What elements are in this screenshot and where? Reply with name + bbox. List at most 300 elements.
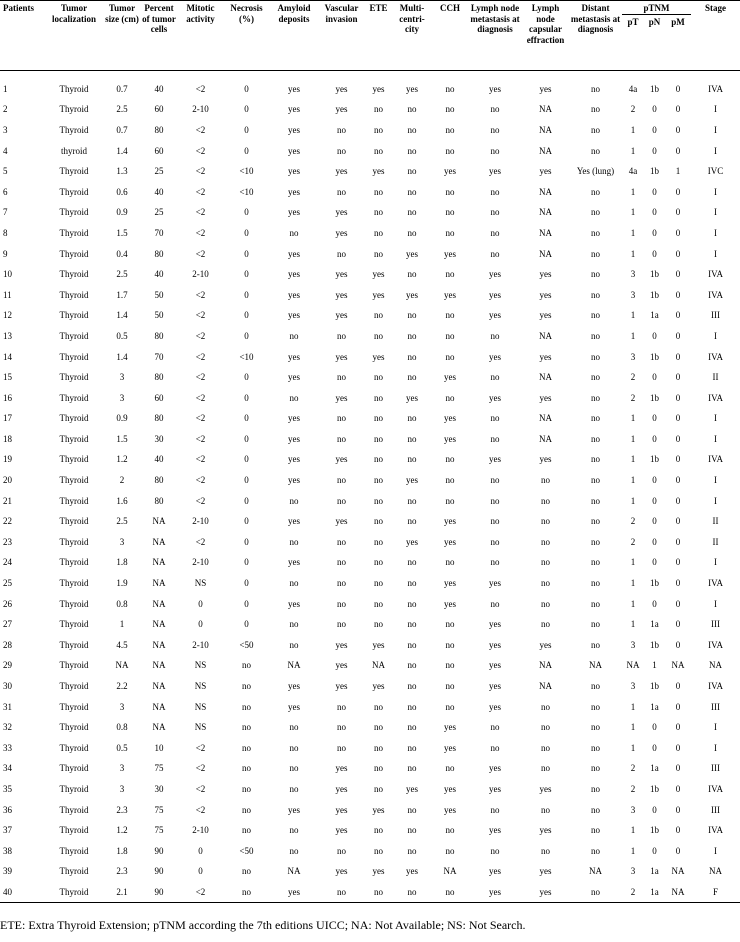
cell-distant: no xyxy=(591,557,600,568)
cell-vascular: yes xyxy=(335,166,348,177)
cell-pm: 0 xyxy=(675,804,681,815)
cell-tumor-size: 1 xyxy=(119,619,125,630)
cell-distant: no xyxy=(591,413,600,424)
cell-patient-id: 13 xyxy=(3,330,12,341)
cell-amyloid: yes xyxy=(288,516,300,527)
cell-tumor-size: 2.2 xyxy=(116,681,128,692)
cell-cch: no xyxy=(445,83,455,94)
cell-multicentricity: no xyxy=(407,681,417,692)
cell-stage: I xyxy=(714,124,718,135)
table-row xyxy=(0,243,740,264)
cell-multicentricity: no xyxy=(407,145,417,156)
cell-multicentricity: no xyxy=(407,495,417,506)
cell-amyloid: yes xyxy=(288,804,300,815)
cell-ete: no xyxy=(374,598,383,609)
cell-percent-cells: 80 xyxy=(154,330,164,341)
cell-stage: I xyxy=(714,495,718,506)
cell-distant: no xyxy=(591,310,600,321)
cell-distant: NA xyxy=(589,660,602,671)
cell-necrosis: <10 xyxy=(239,186,254,197)
cell-necrosis: no xyxy=(242,701,251,712)
cell-patient-id: 40 xyxy=(3,886,12,897)
cell-patient-id: 38 xyxy=(3,845,12,856)
cell-pn: 0 xyxy=(652,433,657,444)
cell-stage: III xyxy=(711,701,721,712)
cell-patient-id: 17 xyxy=(3,413,12,424)
cell-lymph-meta: no xyxy=(490,413,500,424)
cell-lymph-meta: no xyxy=(490,557,500,568)
cell-mitotic: <2 xyxy=(195,536,206,547)
cell-distant: no xyxy=(591,763,600,774)
header-ptnm: pTNM xyxy=(622,1,691,15)
cell-pn: 0 xyxy=(652,742,657,753)
cell-patient-id: 2 xyxy=(3,104,8,115)
cell-percent-cells: 80 xyxy=(154,475,164,486)
cell-ete: no xyxy=(374,145,383,156)
cell-vascular: no xyxy=(337,186,346,197)
cell-percent-cells: 90 xyxy=(154,845,164,856)
table-row xyxy=(0,99,740,120)
cell-distant: no xyxy=(591,681,600,692)
table-row xyxy=(0,779,740,800)
cell-pm: 0 xyxy=(675,783,681,794)
cell-lymph-meta: yes xyxy=(489,454,501,465)
cell-cch: no xyxy=(445,619,455,630)
cell-vascular: no xyxy=(337,124,346,135)
cell-cch: no xyxy=(445,330,455,341)
cell-cch: yes xyxy=(444,536,456,547)
cell-amyloid: no xyxy=(289,639,299,650)
cell-pt: 1 xyxy=(630,207,636,218)
cell-tumor-size: 1.4 xyxy=(116,145,128,156)
table-row xyxy=(0,738,740,759)
cell-stage: IVA xyxy=(708,578,723,589)
cell-amyloid: no xyxy=(289,722,299,733)
cell-lymph-meta: no xyxy=(490,495,500,506)
cell-necrosis: no xyxy=(242,866,251,877)
cell-stage: IVA xyxy=(708,639,723,650)
cell-lymph-capsular: NA xyxy=(539,372,552,383)
cell-pt: 4a xyxy=(628,83,638,94)
cell-lymph-capsular: yes xyxy=(539,269,552,280)
cell-percent-cells: 40 xyxy=(154,83,164,94)
cell-stage: I xyxy=(714,186,718,197)
cell-patient-id: 30 xyxy=(3,681,12,692)
cell-amyloid: no xyxy=(289,763,299,774)
cell-necrosis: 0 xyxy=(244,310,249,321)
cell-tumor-size: 1.4 xyxy=(116,310,128,321)
cell-lymph-meta: no xyxy=(490,227,500,238)
cell-stage: I xyxy=(714,330,718,341)
cell-vascular: yes xyxy=(335,83,348,94)
cell-pt: 3 xyxy=(630,289,636,300)
cell-stage: IVA xyxy=(708,825,723,836)
cell-multicentricity: no xyxy=(407,166,417,177)
cell-amyloid: yes xyxy=(288,124,300,135)
cell-tumor-size: 1.4 xyxy=(116,351,128,362)
cell-distant: no xyxy=(591,454,600,465)
cell-necrosis: 0 xyxy=(244,207,249,218)
cell-percent-cells: NA xyxy=(152,660,166,671)
table-body xyxy=(0,79,740,903)
cell-vascular: yes xyxy=(335,783,348,794)
cell-amyloid: yes xyxy=(288,104,300,115)
cell-multicentricity: no xyxy=(407,186,417,197)
cell-necrosis: 0 xyxy=(244,227,249,238)
cell-tumor-size: 1.8 xyxy=(116,845,128,856)
cell-lymph-capsular: no xyxy=(541,557,550,568)
cell-localization: Thyroid xyxy=(59,598,89,609)
cell-distant: no xyxy=(591,351,600,362)
cell-tumor-size: 0.8 xyxy=(116,722,128,733)
cell-multicentricity: no xyxy=(407,372,417,383)
cell-multicentricity: no xyxy=(407,351,417,362)
cell-amyloid: no xyxy=(289,619,299,630)
cell-ete: no xyxy=(374,845,383,856)
cell-patient-id: 14 xyxy=(3,351,12,362)
cell-stage: II xyxy=(712,536,719,547)
cell-ete: yes xyxy=(372,269,385,280)
cell-cch: no xyxy=(445,495,455,506)
cell-stage: IVA xyxy=(708,454,723,465)
cell-stage: I xyxy=(714,742,718,753)
cell-necrosis: no xyxy=(242,886,251,897)
cell-ete: no xyxy=(374,742,383,753)
cell-localization: Thyroid xyxy=(59,639,89,650)
cell-pt: 3 xyxy=(630,804,636,815)
cell-stage: I xyxy=(714,433,718,444)
cell-mitotic: <2 xyxy=(195,248,206,259)
cell-localization: Thyroid xyxy=(59,825,89,836)
cell-patient-id: 25 xyxy=(3,578,12,589)
cell-lymph-capsular: NA xyxy=(539,248,552,259)
cell-percent-cells: 10 xyxy=(154,742,164,753)
cell-patient-id: 27 xyxy=(3,619,12,630)
cell-cch: no xyxy=(445,763,455,774)
cell-amyloid: yes xyxy=(288,145,300,156)
cell-pn: 0 xyxy=(652,124,657,135)
cell-localization: Thyroid xyxy=(59,516,89,527)
cell-lymph-meta: no xyxy=(490,207,500,218)
cell-lymph-capsular: NA xyxy=(539,681,552,692)
cell-tumor-size: 1.7 xyxy=(116,289,128,300)
cell-patient-id: 39 xyxy=(3,866,12,877)
cell-patient-id: 1 xyxy=(3,83,8,94)
table-row xyxy=(0,552,740,573)
header-stage: Stage xyxy=(705,3,727,13)
cell-lymph-meta: no xyxy=(490,742,500,753)
cell-percent-cells: 60 xyxy=(154,392,164,403)
cell-pt: 1 xyxy=(630,186,636,197)
cell-percent-cells: 75 xyxy=(154,804,164,815)
cell-pn: 0 xyxy=(652,722,657,733)
cell-lymph-capsular: no xyxy=(541,845,550,856)
table-row xyxy=(0,696,740,717)
cell-mitotic: <2 xyxy=(195,475,206,486)
cell-tumor-size: 1.5 xyxy=(116,227,128,238)
cell-tumor-size: 0.8 xyxy=(116,598,128,609)
cell-percent-cells: 80 xyxy=(154,124,164,135)
cell-vascular: yes xyxy=(335,804,348,815)
cell-patient-id: 16 xyxy=(3,392,12,403)
cell-cch: yes xyxy=(444,289,456,300)
cell-percent-cells: 60 xyxy=(154,145,164,156)
cell-amyloid: no xyxy=(289,495,299,506)
cell-pt: 2 xyxy=(630,536,636,547)
cell-mitotic: NS xyxy=(194,660,207,671)
cell-pt: 1 xyxy=(630,475,636,486)
cell-pm: 0 xyxy=(675,475,681,486)
header-tumor-size: Tumor size (cm) xyxy=(105,3,139,24)
cell-distant: no xyxy=(591,289,600,300)
header-vascular: Vascular invasion xyxy=(324,3,359,24)
cell-multicentricity: no xyxy=(407,825,417,836)
cell-distant: no xyxy=(591,248,600,259)
cell-pt: 2 xyxy=(630,516,636,527)
cell-multicentricity: no xyxy=(407,598,417,609)
cell-amyloid: yes xyxy=(288,351,300,362)
cell-lymph-capsular: NA xyxy=(539,104,552,115)
cell-cch: no xyxy=(445,660,455,671)
cell-lymph-capsular: no xyxy=(541,722,550,733)
cell-vascular: no xyxy=(337,330,346,341)
cell-localization: Thyroid xyxy=(59,495,89,506)
cell-amyloid: yes xyxy=(288,289,300,300)
header-pn: pN xyxy=(648,16,661,27)
cell-pt: 3 xyxy=(630,351,636,362)
cell-localization: Thyroid xyxy=(59,763,89,774)
cell-localization: Thyroid xyxy=(59,845,89,856)
cell-stage: I xyxy=(714,145,718,156)
cell-cch: yes xyxy=(444,783,456,794)
cell-patient-id: 28 xyxy=(3,639,12,650)
cell-vascular: yes xyxy=(335,681,348,692)
cell-pn: 0 xyxy=(652,227,657,238)
cell-amyloid: yes xyxy=(288,681,300,692)
cell-ete: yes xyxy=(372,866,385,877)
cell-patient-id: 34 xyxy=(3,763,12,774)
cell-tumor-size: 4.5 xyxy=(116,639,128,650)
cell-multicentricity: no xyxy=(407,578,417,589)
cell-tumor-size: 2.3 xyxy=(116,804,128,815)
cell-percent-cells: 40 xyxy=(154,186,164,197)
cell-mitotic: NS xyxy=(194,681,207,692)
cell-stage: IVA xyxy=(708,269,723,280)
cell-localization: Thyroid xyxy=(59,269,89,280)
cell-ete: no xyxy=(374,516,383,527)
cell-multicentricity: no xyxy=(407,516,417,527)
cell-cch: no xyxy=(445,186,455,197)
cell-lymph-capsular: NA xyxy=(539,413,552,424)
cell-patient-id: 5 xyxy=(3,166,8,177)
cell-vascular: yes xyxy=(335,351,348,362)
cell-pm: 0 xyxy=(675,310,681,321)
cell-tumor-size: 2.1 xyxy=(116,886,128,897)
cell-mitotic: <2 xyxy=(195,83,206,94)
cell-lymph-capsular: NA xyxy=(539,433,552,444)
cell-pn: 1b xyxy=(650,681,659,692)
cell-vascular: no xyxy=(337,557,346,568)
cell-vascular: no xyxy=(337,598,346,609)
cell-cch: yes xyxy=(444,433,456,444)
cell-distant: no xyxy=(591,392,600,403)
cell-percent-cells: 50 xyxy=(154,310,164,321)
cell-mitotic: <2 xyxy=(195,227,206,238)
table-row xyxy=(0,861,740,882)
cell-ete: no xyxy=(374,392,383,403)
cell-pm: 0 xyxy=(675,639,681,650)
cell-multicentricity: no xyxy=(407,701,417,712)
cell-distant: no xyxy=(591,516,600,527)
cell-cch: no xyxy=(445,825,455,836)
cell-tumor-size: 3 xyxy=(119,783,125,794)
cell-distant: no xyxy=(591,825,600,836)
cell-stage: IVA xyxy=(708,681,723,692)
table-row xyxy=(0,820,740,841)
cell-distant: no xyxy=(591,330,600,341)
cell-ete: no xyxy=(374,886,383,897)
cell-pt: 1 xyxy=(630,742,636,753)
cell-pm: NA xyxy=(671,660,685,671)
cell-lymph-meta: no xyxy=(490,330,500,341)
cell-lymph-meta: yes xyxy=(489,660,501,671)
header-necrosis: Necrosis (%) xyxy=(230,3,263,24)
cell-pn: 1a xyxy=(650,763,659,774)
cell-localization: Thyroid xyxy=(59,660,89,671)
cell-stage: I xyxy=(714,227,718,238)
cell-ete: no xyxy=(374,227,383,238)
cell-distant: no xyxy=(591,701,600,712)
cell-lymph-capsular: NA xyxy=(539,660,552,671)
cell-distant: no xyxy=(591,475,600,486)
cell-pn: 0 xyxy=(652,536,657,547)
cell-pn: 0 xyxy=(652,104,657,115)
cell-multicentricity: no xyxy=(407,310,417,321)
cell-pm: 0 xyxy=(675,433,681,444)
cell-percent-cells: 90 xyxy=(154,866,164,877)
cell-cch: no xyxy=(445,557,455,568)
cell-vascular: yes xyxy=(335,866,348,877)
cell-tumor-size: 3 xyxy=(119,372,125,383)
cell-ete: no xyxy=(374,783,383,794)
cell-pt: 1 xyxy=(630,124,636,135)
cell-amyloid: NA xyxy=(287,866,301,877)
cell-localization: Thyroid xyxy=(59,207,89,218)
cell-stage: IVC xyxy=(707,166,724,177)
cell-ete: yes xyxy=(372,166,385,177)
cell-mitotic: <2 xyxy=(195,166,206,177)
cell-distant: no xyxy=(591,783,600,794)
cell-tumor-size: 0.7 xyxy=(116,83,128,94)
cell-tumor-size: 0.9 xyxy=(116,413,128,424)
cell-multicentricity: no xyxy=(407,742,417,753)
cell-amyloid: yes xyxy=(288,248,300,259)
cell-distant: no xyxy=(591,186,600,197)
cell-percent-cells: NA xyxy=(152,722,166,733)
cell-necrosis: no xyxy=(242,825,251,836)
cell-multicentricity: no xyxy=(407,845,417,856)
cell-tumor-size: 1.6 xyxy=(116,495,128,506)
cell-lymph-meta: no xyxy=(490,475,500,486)
cell-stage: III xyxy=(711,763,721,774)
cell-mitotic: 0 xyxy=(198,866,203,877)
table-row xyxy=(0,614,740,635)
cell-pm: 0 xyxy=(675,557,681,568)
cell-cch: no xyxy=(445,310,455,321)
cell-tumor-size: 2 xyxy=(119,475,125,486)
cell-localization: Thyroid xyxy=(59,248,89,259)
cell-percent-cells: 80 xyxy=(154,248,164,259)
header-pt: pT xyxy=(627,16,639,27)
cell-cch: no xyxy=(445,124,455,135)
cell-vascular: no xyxy=(337,742,346,753)
cell-pn: 0 xyxy=(652,804,657,815)
cell-percent-cells: 30 xyxy=(154,433,164,444)
cell-pn: 0 xyxy=(652,207,657,218)
table-footnote: ETE: Extra Thyroid Extension; pTNM according the 7th editions UICC; NA: Not Available; NS: Not Search. xyxy=(0,918,526,932)
cell-mitotic: <2 xyxy=(195,433,206,444)
cell-patient-id: 35 xyxy=(3,783,12,794)
cell-percent-cells: 60 xyxy=(154,104,164,115)
cell-stage: F xyxy=(713,886,719,897)
cell-stage: I xyxy=(714,557,718,568)
cell-lymph-capsular: no xyxy=(541,619,550,630)
table-row xyxy=(0,532,740,553)
cell-ete: yes xyxy=(372,289,385,300)
cell-necrosis: <10 xyxy=(239,351,254,362)
cell-lymph-capsular: yes xyxy=(539,310,552,321)
cell-tumor-size: 3 xyxy=(119,763,125,774)
cell-stage: I xyxy=(714,413,718,424)
cell-lymph-capsular: no xyxy=(541,475,550,486)
cell-localization: Thyroid xyxy=(59,804,89,815)
cell-tumor-size: 1.5 xyxy=(116,433,128,444)
cell-stage: I xyxy=(714,248,718,259)
cell-stage: I xyxy=(714,475,718,486)
cell-pt: 2 xyxy=(630,886,636,897)
cell-lymph-capsular: NA xyxy=(539,124,552,135)
cell-cch: no xyxy=(445,701,455,712)
cell-pn: 0 xyxy=(652,330,657,341)
cell-pn: 0 xyxy=(652,248,657,259)
cell-distant: no xyxy=(591,104,600,115)
cell-pn: 0 xyxy=(652,475,657,486)
cell-mitotic: NS xyxy=(194,701,207,712)
cell-multicentricity: yes xyxy=(406,866,418,877)
cell-ete: no xyxy=(374,372,383,383)
table-row xyxy=(0,593,740,614)
cell-distant: no xyxy=(591,145,600,156)
cell-ete: yes xyxy=(372,639,385,650)
cell-lymph-capsular: NA xyxy=(539,207,552,218)
cell-multicentricity: no xyxy=(407,454,417,465)
cell-pt: 1 xyxy=(630,598,636,609)
header-distant: Distant metastasis at diagnosis xyxy=(570,3,621,34)
cell-multicentricity: no xyxy=(407,330,417,341)
cell-multicentricity: no xyxy=(407,227,417,238)
cell-lymph-meta: yes xyxy=(489,83,501,94)
cell-patient-id: 22 xyxy=(3,516,12,527)
cell-ete: no xyxy=(374,619,383,630)
cell-mitotic: <2 xyxy=(195,310,206,321)
cell-multicentricity: no xyxy=(407,886,417,897)
cell-stage: I xyxy=(714,722,718,733)
cell-necrosis: 0 xyxy=(244,413,249,424)
cell-pt: 1 xyxy=(630,433,636,444)
header-multicentricity: Multi-centri-city xyxy=(399,3,425,34)
cell-vascular: yes xyxy=(335,289,348,300)
cell-tumor-size: 2.5 xyxy=(116,269,128,280)
